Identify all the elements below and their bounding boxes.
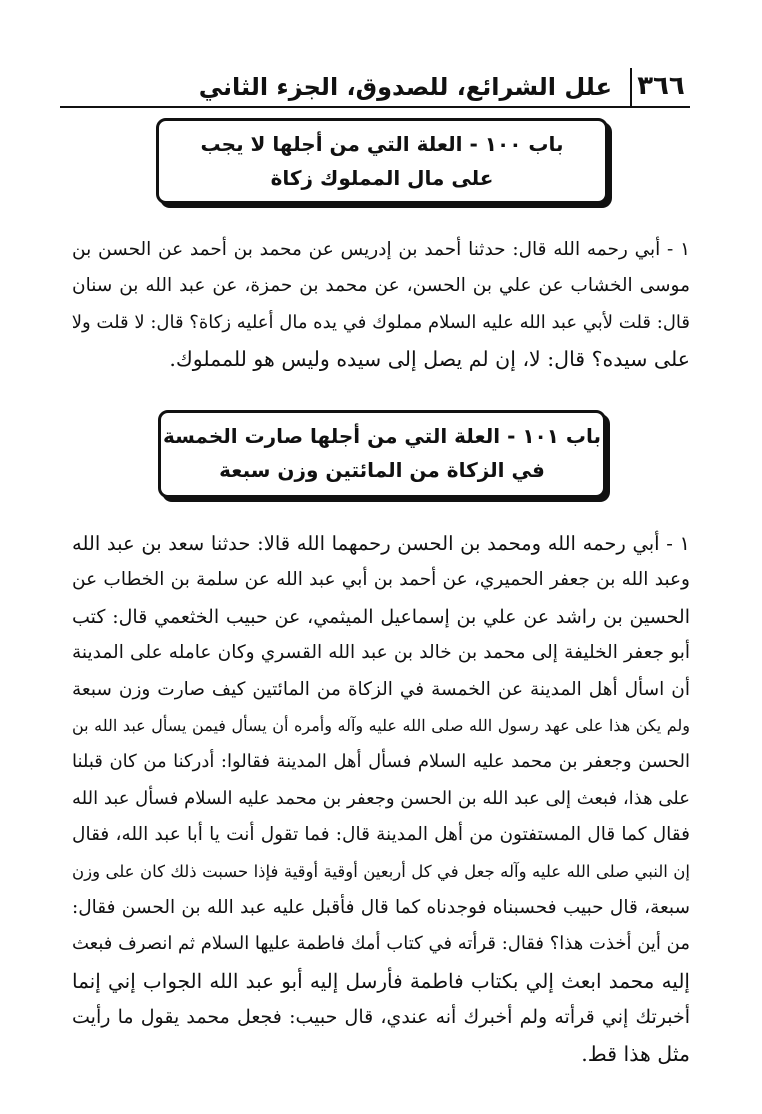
- text-line: أبو جعفر الخليفة إلى محمد بن خالد بن عبد الله القسري وكان عامله على المدينة: [72, 642, 690, 664]
- running-header: [60, 66, 690, 106]
- text-line: على سيده؟ قال: لا، إن لم يصل إلى سيده وليس هو للمملوك.: [169, 346, 690, 371]
- text-line: سبعة، قال حبيب فحسبناه فوجدناه كما قال فأقبل عليه عبد الله بن الحسن فقال:: [72, 897, 690, 919]
- text-line: ١ - أبي رحمه الله ومحمد بن الحسن رحمهما الله قالا: حدثنا سعد بن عبد الله: [72, 532, 690, 555]
- page-number-divider: [630, 68, 632, 106]
- text-line: إن النبي صلى الله عليه وآله جعل في كل أربعين أوقية أوقية فإذا حسبت ذلك كان على وزن: [72, 861, 690, 881]
- text-line: من أين أخذت هذا؟ فقال: قرأته في كتاب أمك فاطمة عليها السلام ثم انصرف فبعث: [72, 933, 690, 955]
- text-line: الحسن وجعفر بن محمد عليه السلام فسأل أهل المدينة فقالوا: أدركنا من كان قبلنا: [72, 751, 690, 773]
- chapter-101-heading: [158, 410, 606, 498]
- text-line: الحسين بن راشد عن علي بن إسماعيل الميثمي، عن حبيب الخثعمي قال: كتب: [72, 605, 690, 628]
- text-line: موسى الخشاب عن علي بن الحسن، عن محمد بن حمزة، عن عبد الله بن سنان: [72, 275, 690, 297]
- text-line: على هذا، فبعث إلى عبد الله بن الحسن وجعفر بن محمد عليه السلام فسأل عبد الله: [72, 787, 690, 809]
- text-line: أن اسأل أهل المدينة عن الخمسة في الزكاة من المائتين كيف صارت وزن سبعة: [72, 678, 690, 700]
- text-line: قال: قلت لأبي عبد الله عليه السلام مملوك في يده مال أعليه زكاة؟ قال: لا قلت ولا: [71, 311, 690, 333]
- chapter-title-line: باب ١٠١ - العلة التي من أجلها صارت الخمسة: [162, 424, 602, 448]
- text-line: أخبرتك إني قرأته ولم أخبرك أنه عندي، قال حبيب: فجعل محمد يقول ما رأيت: [72, 1006, 690, 1029]
- text-line: فقال كما قال المستفتون من أهل المدينة قال: فما تقول أنت يا أبا عبد الله، فقال: [72, 824, 690, 846]
- book-title: علل الشرائع، للصدوق، الجزء الثاني: [198, 73, 612, 101]
- header-rule: [60, 106, 690, 108]
- page-number: ٣٦٦: [637, 71, 685, 101]
- chapter-100-heading: [156, 118, 608, 204]
- text-line: إليه محمد ابعث إلي بكتاب فاطمة فأرسل إليه أبو عبد الله الجواب إني إنما: [72, 968, 690, 993]
- chapter-101-text: [72, 526, 690, 1072]
- text-line: مثل هذا قط.: [581, 1041, 690, 1066]
- text-line: ولم يكن هذا على عهد رسول الله صلى الله عليه وآله وأمره أن يسأل فيمن يسأل عبد الله بن: [72, 716, 690, 736]
- chapter-title-line: في الزكاة من المائتين وزن سبعة: [219, 458, 545, 482]
- text-line: ١ - أبي رحمه الله قال: حدثنا أحمد بن إدريس عن محمد بن أحمد عن الحسن بن: [72, 239, 690, 260]
- chapter-title-line: باب ١٠٠ - العلة التي من أجلها لا يجب: [200, 132, 564, 156]
- chapter-title-line: على مال المملوك زكاة: [270, 166, 494, 190]
- chapter-100-text: [72, 232, 690, 377]
- text-line: وعبد الله بن جعفر الحميري، عن أحمد بن أبي عبد الله عن سلمة بن الخطاب عن: [72, 569, 690, 591]
